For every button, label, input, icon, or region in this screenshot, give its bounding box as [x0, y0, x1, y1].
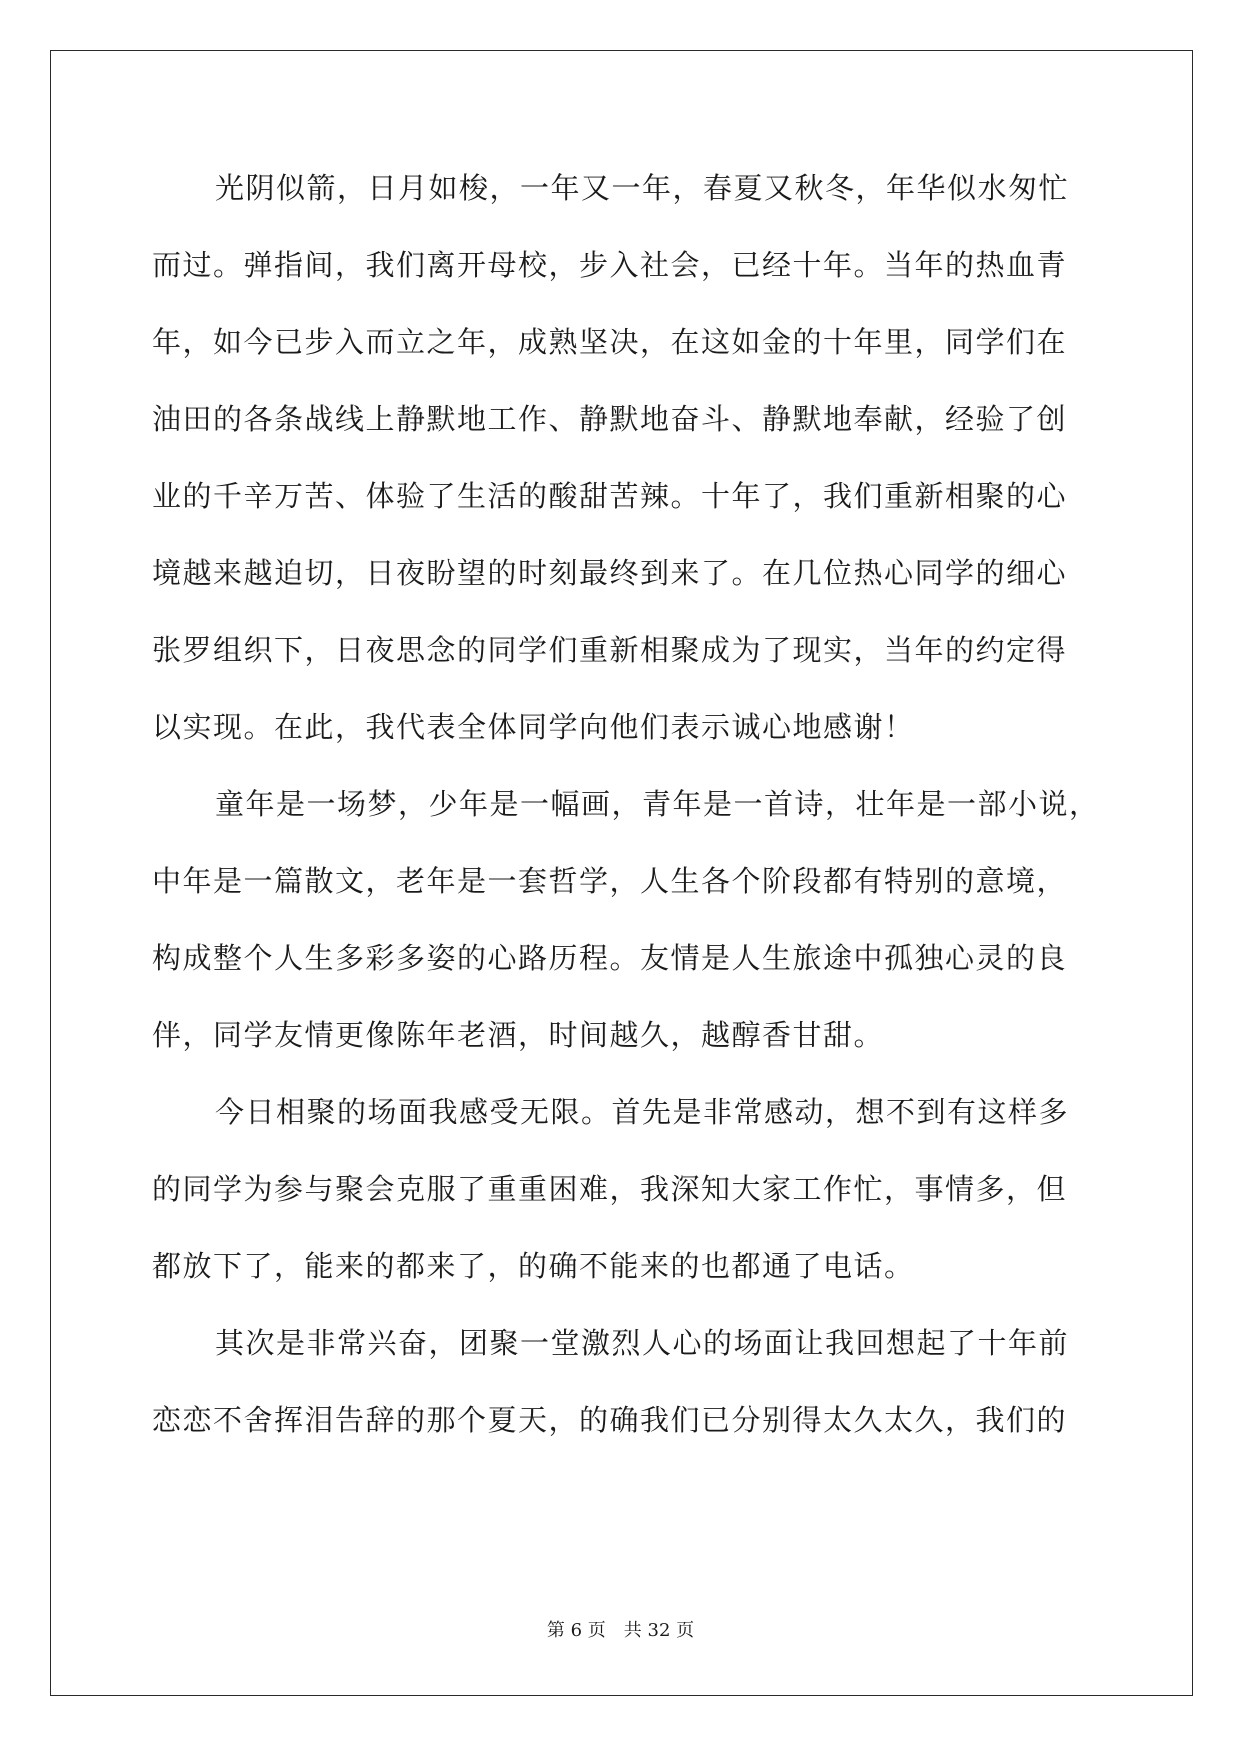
- paragraph-2: [152, 776, 1100, 1084]
- text-line: 伴，同学友情更像陈年老酒，时间越久，越醇香甘甜。: [152, 1018, 885, 1052]
- paragraph-4: [152, 1315, 1092, 1469]
- text-line: 童年是一场梦，少年是一幅画，青年是一首诗，壮年是一部小说，: [215, 787, 1100, 821]
- paragraph-1: [152, 160, 1092, 776]
- text-line: 业的千辛万苦、体验了生活的酸甜苦辣。十年了，我们重新相聚的心: [152, 479, 1068, 513]
- text-line: 油田的各条战线上静默地工作、静默地奋斗、静默地奉献，经验了创: [152, 402, 1068, 436]
- text-line: 而过。弹指间，我们离开母校，步入社会，已经十年。当年的热血青: [152, 248, 1068, 282]
- text-line: 构成整个人生多彩多姿的心路历程。友情是人生旅途中孤独心灵的良: [152, 941, 1068, 975]
- text-line: 年，如今已步入而立之年，成熟坚决，在这如金的十年里，同学们在: [152, 325, 1068, 359]
- text-line: 的同学为参与聚会克服了重重困难，我深知大家工作忙，事情多，但: [152, 1172, 1068, 1206]
- paragraph-3: [152, 1084, 1092, 1315]
- text-line: 今日相聚的场面我感受无限。首先是非常感动，想不到有这样多: [215, 1095, 1070, 1129]
- page-total: 共 32 页: [623, 1620, 695, 1641]
- text-line: 恋恋不舍挥泪告辞的那个夏天，的确我们已分别得太久太久，我们的: [152, 1403, 1068, 1437]
- text-line: 中年是一篇散文，老年是一套哲学，人生各个阶段都有特别的意境，: [152, 864, 1068, 898]
- page-footer: [0, 1616, 1241, 1642]
- page-number: 第 6 页: [546, 1620, 606, 1641]
- text-line: 其次是非常兴奋，团聚一堂激烈人心的场面让我回想起了十年前: [215, 1326, 1070, 1360]
- text-line: 以实现。在此，我代表全体同学向他们表示诚心地感谢！: [152, 710, 915, 744]
- text-line: 光阴似箭，日月如梭，一年又一年，春夏又秋冬，年华似水匆忙: [215, 171, 1070, 205]
- text-line: 境越来越迫切，日夜盼望的时刻最终到来了。在几位热心同学的细心: [152, 556, 1068, 590]
- text-line: 张罗组织下，日夜思念的同学们重新相聚成为了现实，当年的约定得: [152, 633, 1068, 667]
- text-line: 都放下了，能来的都来了，的确不能来的也都通了电话。: [152, 1249, 915, 1283]
- document-body: [152, 160, 1100, 1469]
